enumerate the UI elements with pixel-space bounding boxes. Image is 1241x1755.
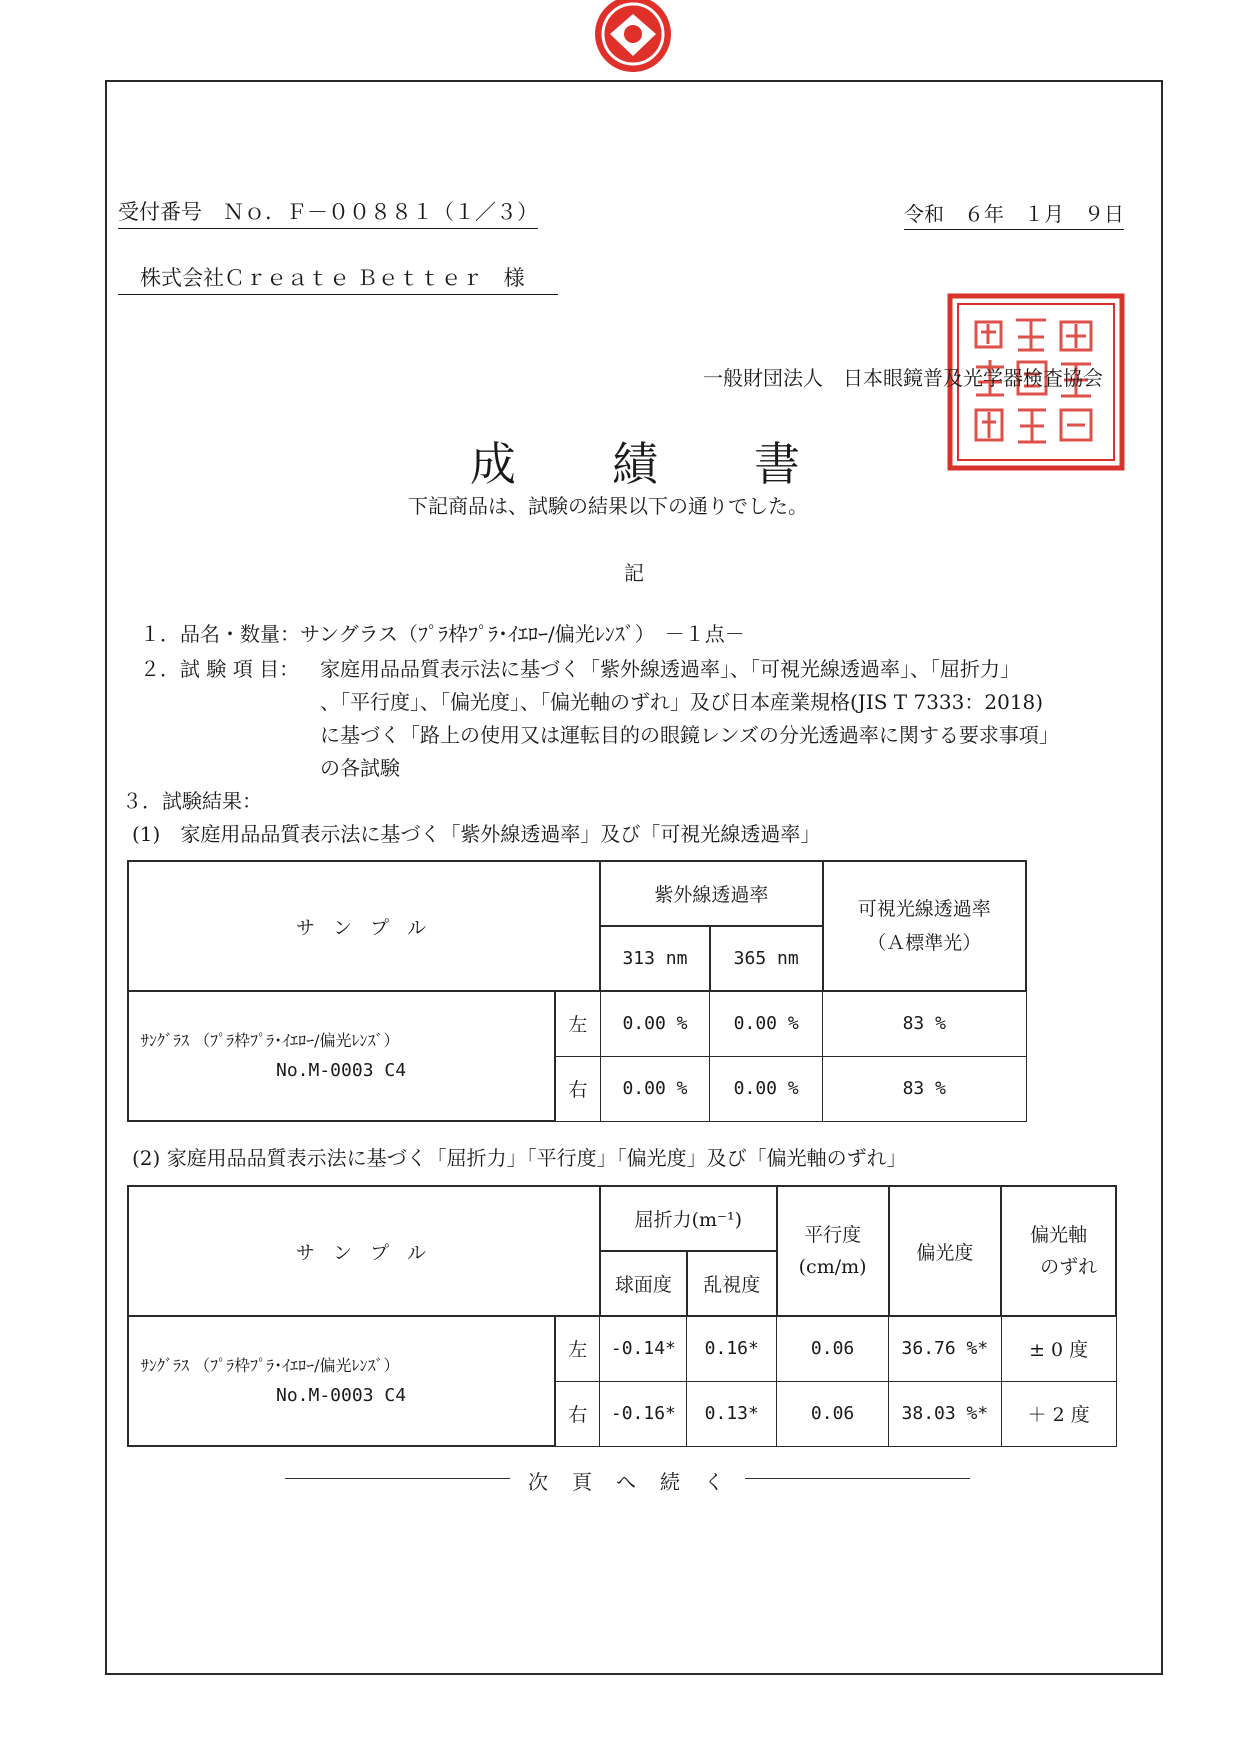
item-2-line: に基づく「路上の使用又は運転目的の眼鏡レンズの分光透過率に関する要求事項」 [320,723,1059,747]
parallel-right: 0.06 [777,1381,889,1446]
item-1-label: １．品名・数量： [140,622,300,646]
header-313nm: 313 nm [600,926,710,991]
header-sample: サ ン プ ル [128,1186,600,1316]
uv365-left: 0.00 % [710,991,823,1056]
header-axis-deviation [1001,1186,1116,1316]
visible-right: 83 % [823,1056,1026,1121]
header-astigmatism: 乱視度 [687,1251,777,1316]
sample-name: ｻﾝｸﾞﾗｽ （ﾌﾟﾗ枠ﾌﾟﾗ･ｲｴﾛｰ/偏光ﾚﾝｽﾞ） [141,1031,400,1050]
header-uv-transmittance: 紫外線透過率 [600,861,822,926]
continued-line-left [285,1478,510,1479]
uv313-right: 0.00 % [600,1056,710,1121]
axis-header-line-1: 偏光軸 [1030,1224,1088,1246]
item-2-line: の各試験 [320,756,400,780]
item-1-value: サングラス（ﾌﾟﾗ枠ﾌﾟﾗ･ｲｴﾛｰ/偏光ﾚﾝｽﾞ） －１点－ [300,622,745,646]
sample-number: No.M-0003 C4 [276,1060,407,1081]
refraction-polarization-table [127,1185,1117,1447]
recipient-name: 株式会社Ｃｒｅａｔｅ Ｂｅｔｔｅｒ 様 [118,262,558,295]
item-2-line: 、「平行度」、「偏光度」、「偏光軸のずれ」及び日本産業規格(JIS T 7333：2018) [320,690,1044,714]
table-row [128,1316,1116,1381]
sphere-right: -0.16* [600,1381,687,1446]
side-right: 右 [555,1381,600,1446]
polar-right: 38.03 %* [889,1381,1002,1446]
receipt-number: 受付番号 Ｎｏ．Ｆ－００８８１（１／３） [118,196,538,229]
parallel-left: 0.06 [777,1316,889,1381]
item-2-label: ２．試 験 項 目： [140,657,300,681]
item-3-label: ３．試験結果： [122,789,262,813]
section-1-heading: (1) 家庭用品品質表示法に基づく「紫外線透過率」及び「可視光線透過率」 [132,822,821,846]
issuer-name: 一般財団法人 日本眼鏡普及光学器検査協会 [703,366,1103,390]
continued-text: 次 頁 へ 続 く [528,1470,726,1494]
title-char: 成 [470,437,516,491]
side-left: 左 [555,1316,600,1381]
document-subtitle: 下記商品は、試験の結果以下の通りでした。 [408,494,808,518]
item-1 [140,618,745,647]
issue-date: 令和 ６年 １月 ９日 [904,198,1124,230]
header-365nm: 365 nm [710,926,823,991]
side-right: 右 [555,1056,600,1121]
parallel-header-line-1: 平行度 [804,1224,862,1246]
header-visible-transmittance [823,861,1026,991]
header-parallelism [777,1186,889,1316]
astig-left: 0.16* [687,1316,777,1381]
axis-right: ＋ 2 度 [1001,1381,1116,1446]
header-refraction: 屈折力(m⁻¹) [600,1186,777,1251]
visible-left: 83 % [823,991,1026,1056]
sample-name: ｻﾝｸﾞﾗｽ （ﾌﾟﾗ枠ﾌﾟﾗ･ｲｴﾛｰ/偏光ﾚﾝｽﾞ） [141,1356,400,1375]
document-title [470,428,800,494]
polar-left: 36.76 %* [889,1316,1002,1381]
axis-header-line-2: のずれ [1040,1256,1098,1278]
visible-header-line-2: （Ａ標準光） [867,932,982,954]
header-sphere: 球面度 [600,1251,687,1316]
table-row [128,991,1026,1056]
item-2-line: 家庭用品品質表示法に基づく「紫外線透過率」、「可視光線透過率」、「屈折力」 [320,657,1020,681]
top-seal-stamp [590,0,676,80]
section-2-heading: (2) 家庭用品品質表示法に基づく「屈折力」「平行度」「偏光度」及び「偏光軸のずれ」 [132,1146,907,1170]
title-char: 書 [754,437,800,491]
ki-mark: 記 [624,561,644,585]
uv-visible-table [127,860,1027,1122]
title-char: 績 [612,437,658,491]
side-left: 左 [555,991,600,1056]
visible-header-line-1: 可視光線透過率 [857,898,991,920]
sample-number: No.M-0003 C4 [276,1385,407,1406]
sphere-left: -0.14* [600,1316,687,1381]
uv313-left: 0.00 % [600,991,710,1056]
sample-cell [128,1316,555,1446]
astig-right: 0.13* [687,1381,777,1446]
header-sample: サ ン プ ル [128,861,600,991]
header-polarization: 偏光度 [889,1186,1002,1316]
uv365-right: 0.00 % [710,1056,823,1121]
axis-left: ± 0 度 [1001,1316,1116,1381]
sample-cell [128,991,555,1121]
continued-line-right [745,1478,970,1479]
parallel-header-line-2: (cm/m) [798,1256,867,1278]
